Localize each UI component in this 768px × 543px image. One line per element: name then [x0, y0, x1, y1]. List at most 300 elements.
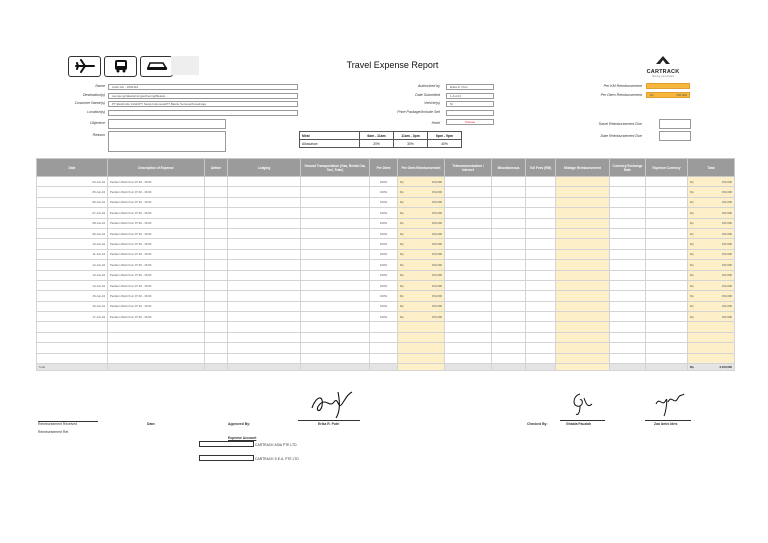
row-date[interactable] — [37, 322, 108, 332]
toolbar-spacer — [171, 56, 199, 75]
row-per-diem-amount: 150,000 — [431, 252, 442, 257]
row-total-currency: Rp — [690, 242, 694, 247]
travel-due-field[interactable] — [659, 119, 691, 129]
row-telecom[interactable] — [445, 353, 492, 363]
row-lodging[interactable] — [228, 280, 301, 290]
car-button[interactable] — [140, 56, 173, 77]
row-expense-currency[interactable] — [646, 322, 688, 332]
row-ground-transport[interactable] — [301, 187, 370, 197]
row-date[interactable]: 15-Jun-24 — [37, 291, 108, 301]
table-row — [37, 239, 735, 249]
row-exchange-rate[interactable] — [610, 187, 646, 197]
row-total-currency: Rp — [690, 252, 694, 257]
table-row — [37, 218, 735, 228]
row-total-currency: Rp — [690, 221, 694, 226]
row-per-diem-currency: Rp — [400, 304, 404, 309]
row-per-diem[interactable]: 100% — [370, 249, 398, 259]
row-per-diem-reimbursement — [398, 343, 445, 353]
col-miscellaneous: Miscellaneous — [492, 159, 526, 177]
row-telecom[interactable] — [445, 291, 492, 301]
col-toll-fees: Toll Fees (RM) — [526, 159, 556, 177]
row-date[interactable]: 06-Jun-24 — [37, 197, 108, 207]
row-date[interactable]: 10-Jun-24 — [37, 239, 108, 249]
row-miscellaneous[interactable] — [492, 187, 526, 197]
row-ground-transport[interactable] — [301, 239, 370, 249]
row-miscellaneous[interactable] — [492, 197, 526, 207]
row-lodging[interactable] — [228, 187, 301, 197]
row-per-diem[interactable] — [370, 332, 398, 342]
row-expense-currency[interactable] — [646, 177, 688, 187]
row-expense-currency[interactable] — [646, 270, 688, 280]
row-toll-fees[interactable] — [526, 322, 556, 332]
row-description[interactable]: Perdiem Work from 07.30 - 18.30 — [108, 228, 205, 238]
row-total — [688, 343, 735, 353]
row-description[interactable] — [108, 353, 205, 363]
row-ground-transport[interactable] — [301, 301, 370, 311]
row-toll-fees[interactable] — [526, 197, 556, 207]
row-miscellaneous[interactable] — [492, 218, 526, 228]
row-per-diem[interactable]: 100% — [370, 239, 398, 249]
row-telecom[interactable] — [445, 260, 492, 270]
row-toll-fees[interactable] — [526, 280, 556, 290]
total-value-cell — [688, 364, 735, 371]
row-airfare[interactable] — [205, 208, 228, 218]
row-expense-currency[interactable] — [646, 280, 688, 290]
row-expense-currency[interactable] — [646, 332, 688, 342]
row-lodging[interactable] — [228, 260, 301, 270]
approver-name: Erika R. Putri — [318, 422, 340, 426]
row-airfare[interactable] — [205, 312, 228, 322]
row-expense-currency[interactable] — [646, 239, 688, 249]
row-total-currency: Rp — [690, 262, 694, 267]
row-expense-currency[interactable] — [646, 343, 688, 353]
row-date[interactable]: 07-Jun-24 — [37, 208, 108, 218]
table-row — [37, 291, 735, 301]
row-per-diem-currency: Rp — [400, 242, 404, 247]
row-ground-transport[interactable] — [301, 197, 370, 207]
row-total-currency: Rp — [690, 200, 694, 205]
row-expense-currency[interactable] — [646, 291, 688, 301]
table-row — [37, 343, 735, 353]
row-miscellaneous[interactable] — [492, 239, 526, 249]
row-per-diem[interactable]: 100% — [370, 197, 398, 207]
row-description[interactable]: Perdiem Work from 07.30 - 18.30 — [108, 177, 205, 187]
row-toll-fees[interactable] — [526, 270, 556, 280]
row-lodging[interactable] — [228, 343, 301, 353]
row-toll-fees[interactable] — [526, 291, 556, 301]
row-toll-fees[interactable] — [526, 249, 556, 259]
row-total — [688, 187, 735, 197]
row-per-diem-amount: 150,000 — [431, 190, 442, 195]
row-lodging[interactable] — [228, 239, 301, 249]
row-lodging[interactable] — [228, 301, 301, 311]
authorized-field[interactable]: Erika R. Putri — [446, 84, 494, 90]
row-expense-currency[interactable] — [646, 260, 688, 270]
row-ground-transport[interactable] — [301, 322, 370, 332]
row-lodging[interactable] — [228, 177, 301, 187]
account-1-checkbox[interactable] — [199, 441, 254, 447]
row-total-amount: 150,000 — [721, 190, 732, 195]
row-miscellaneous[interactable] — [492, 228, 526, 238]
row-airfare[interactable] — [205, 218, 228, 228]
row-lodging[interactable] — [228, 270, 301, 280]
row-per-diem-reimbursement — [398, 332, 445, 342]
row-telecom[interactable] — [445, 177, 492, 187]
row-per-diem[interactable]: 100% — [370, 228, 398, 238]
row-description[interactable]: Perdiem Work from 07.30 - 18.30 — [108, 260, 205, 270]
row-exchange-rate[interactable] — [610, 291, 646, 301]
row-per-diem-currency: Rp — [400, 200, 404, 205]
col-date: Date — [37, 159, 108, 177]
per-km-field[interactable] — [646, 83, 690, 89]
row-telecom[interactable] — [445, 301, 492, 311]
row-airfare[interactable] — [205, 343, 228, 353]
row-telecom[interactable] — [445, 270, 492, 280]
row-description[interactable]: Perdiem Work from 07.30 - 18.30 — [108, 187, 205, 197]
row-exchange-rate[interactable] — [610, 353, 646, 363]
row-ground-transport[interactable] — [301, 270, 370, 280]
row-toll-fees[interactable] — [526, 301, 556, 311]
row-per-diem-currency: Rp — [400, 231, 404, 236]
row-per-diem-amount: 150,000 — [431, 304, 442, 309]
report-title: Travel Expense Report — [346, 60, 439, 70]
row-mileage — [556, 322, 610, 332]
location-field[interactable] — [108, 110, 298, 116]
bus-button[interactable] — [104, 56, 137, 77]
row-per-diem-reimbursement — [398, 291, 445, 301]
row-per-diem[interactable]: 100% — [370, 312, 398, 322]
airplane-button[interactable] — [68, 56, 101, 77]
objective-field[interactable] — [108, 119, 226, 129]
row-description[interactable] — [108, 343, 205, 353]
row-total — [688, 332, 735, 342]
row-date[interactable]: 14-Jun-24 — [37, 280, 108, 290]
row-per-diem[interactable]: 100% — [370, 270, 398, 280]
row-date[interactable]: 09-Jun-24 — [37, 228, 108, 238]
row-ground-transport[interactable] — [301, 280, 370, 290]
row-description[interactable]: Perdiem Work from 07.30 - 18.30 — [108, 280, 205, 290]
row-lodging[interactable] — [228, 332, 301, 342]
row-toll-fees[interactable] — [526, 208, 556, 218]
travel-due-label: Travel Reimbursement Due — [598, 122, 642, 126]
row-mileage — [556, 228, 610, 238]
row-toll-fees[interactable] — [526, 187, 556, 197]
row-mileage — [556, 353, 610, 363]
row-total — [688, 322, 735, 332]
date-label: Date: — [147, 422, 156, 426]
row-airfare[interactable] — [205, 177, 228, 187]
row-ground-transport[interactable] — [301, 260, 370, 270]
row-per-diem[interactable]: 100% — [370, 218, 398, 228]
row-airfare[interactable] — [205, 301, 228, 311]
row-total — [688, 312, 735, 322]
col-airfare: Airfare — [205, 159, 228, 177]
row-miscellaneous[interactable] — [492, 291, 526, 301]
row-exchange-rate[interactable] — [610, 239, 646, 249]
row-airfare[interactable] — [205, 187, 228, 197]
row-lodging[interactable] — [228, 322, 301, 332]
row-total-currency: Rp — [690, 293, 694, 298]
row-airfare[interactable] — [205, 322, 228, 332]
hotel-select[interactable]: Choose — [446, 119, 494, 125]
row-miscellaneous[interactable] — [492, 177, 526, 187]
row-toll-fees[interactable] — [526, 239, 556, 249]
row-per-diem[interactable]: 100% — [370, 291, 398, 301]
destination-label: Destination(s) — [82, 93, 105, 97]
row-description[interactable]: Perdiem Work from 07.30 - 18.30 — [108, 270, 205, 280]
expense-account-label: Expense Account — [228, 436, 257, 440]
row-exchange-rate[interactable] — [610, 177, 646, 187]
row-date[interactable]: 04-Jun-24 — [37, 177, 108, 187]
row-mileage — [556, 260, 610, 270]
approved-by-label: Approved By: — [228, 422, 251, 426]
row-per-diem-reimbursement — [398, 177, 445, 187]
row-lodging[interactable] — [228, 353, 301, 363]
row-airfare[interactable] — [205, 353, 228, 363]
row-mileage — [556, 332, 610, 342]
row-ground-transport[interactable] — [301, 332, 370, 342]
approver-signature — [308, 388, 358, 420]
row-total-currency: Rp — [690, 179, 694, 184]
row-exchange-rate[interactable] — [610, 197, 646, 207]
row-telecom[interactable] — [445, 197, 492, 207]
row-expense-currency[interactable] — [646, 228, 688, 238]
row-per-diem-currency: Rp — [400, 314, 404, 319]
row-airfare[interactable] — [205, 270, 228, 280]
row-description[interactable]: Perdiem Work from 07.30 - 18.30 — [108, 249, 205, 259]
row-miscellaneous[interactable] — [492, 322, 526, 332]
table-header-row — [37, 159, 735, 177]
destination-field[interactable]: Lampung/Jakarta/Jurgas/Kening/Bekasi... — [108, 93, 298, 99]
row-per-diem[interactable]: 100% — [370, 301, 398, 311]
vehicle-field[interactable]: NI — [446, 101, 494, 107]
date-due-label: Date Reimbursement Due — [600, 134, 642, 138]
row-description[interactable] — [108, 322, 205, 332]
row-toll-fees[interactable] — [526, 343, 556, 353]
row-mileage — [556, 249, 610, 259]
per-diem-currency: Rp — [650, 93, 654, 97]
row-miscellaneous[interactable] — [492, 208, 526, 218]
row-description[interactable]: Perdiem Work from 07.30 - 18.30 — [108, 301, 205, 311]
row-airfare[interactable] — [205, 280, 228, 290]
row-ground-transport[interactable] — [301, 208, 370, 218]
date-submitted-label: Date Submitted — [415, 93, 440, 97]
row-per-diem[interactable] — [370, 353, 398, 363]
row-airfare[interactable] — [205, 249, 228, 259]
row-exchange-rate[interactable] — [610, 322, 646, 332]
row-ground-transport[interactable] — [301, 228, 370, 238]
row-airfare[interactable] — [205, 260, 228, 270]
row-exchange-rate[interactable] — [610, 218, 646, 228]
row-description[interactable]: Perdiem Work from 07.30 - 18.30 — [108, 208, 205, 218]
row-airfare[interactable] — [205, 228, 228, 238]
row-miscellaneous[interactable] — [492, 312, 526, 322]
row-exchange-rate[interactable] — [610, 301, 646, 311]
row-ground-transport[interactable] — [301, 291, 370, 301]
row-toll-fees[interactable] — [526, 353, 556, 363]
row-miscellaneous[interactable] — [492, 270, 526, 280]
row-date[interactable]: 05-Jun-24 — [37, 187, 108, 197]
row-exchange-rate[interactable] — [610, 332, 646, 342]
row-ground-transport[interactable] — [301, 353, 370, 363]
row-total-amount: 150,000 — [721, 200, 732, 205]
row-telecom[interactable] — [445, 228, 492, 238]
row-description[interactable]: Perdiem Work from 07.30 - 18.30 — [108, 312, 205, 322]
row-per-diem-reimbursement — [398, 280, 445, 290]
allowance-morning[interactable]: 20% — [360, 140, 394, 148]
row-total-currency: Rp — [690, 231, 694, 236]
row-toll-fees[interactable] — [526, 228, 556, 238]
name-label: Name — [95, 84, 105, 88]
row-miscellaneous[interactable] — [492, 343, 526, 353]
row-expense-currency[interactable] — [646, 312, 688, 322]
row-description[interactable]: Perdiem Work from 07.30 - 18.30 — [108, 218, 205, 228]
hotel-label: Hotel — [431, 121, 440, 125]
row-date[interactable] — [37, 353, 108, 363]
allowance-midday[interactable]: 30% — [394, 140, 428, 148]
row-exchange-rate[interactable] — [610, 312, 646, 322]
row-exchange-rate[interactable] — [610, 270, 646, 280]
row-expense-currency[interactable] — [646, 301, 688, 311]
row-miscellaneous[interactable] — [492, 301, 526, 311]
row-exchange-rate[interactable] — [610, 208, 646, 218]
row-description[interactable]: Perdiem Work from 07.30 - 18.30 — [108, 197, 205, 207]
row-telecom[interactable] — [445, 312, 492, 322]
table-row — [37, 312, 735, 322]
row-expense-currency[interactable] — [646, 208, 688, 218]
row-exchange-rate[interactable] — [610, 343, 646, 353]
row-date[interactable]: 17-Jun-24 — [37, 312, 108, 322]
row-per-diem[interactable] — [370, 322, 398, 332]
row-ground-transport[interactable] — [301, 177, 370, 187]
row-date[interactable]: 08-Jun-24 — [37, 218, 108, 228]
row-toll-fees[interactable] — [526, 332, 556, 342]
row-telecom[interactable] — [445, 208, 492, 218]
logo-icon — [655, 55, 671, 65]
row-telecom[interactable] — [445, 332, 492, 342]
row-per-diem[interactable]: 100% — [370, 260, 398, 270]
row-total-amount: 150,000 — [721, 210, 732, 215]
row-ground-transport[interactable] — [301, 343, 370, 353]
row-exchange-rate[interactable] — [610, 260, 646, 270]
row-airfare[interactable] — [205, 332, 228, 342]
row-per-diem-currency: Rp — [400, 221, 404, 226]
row-miscellaneous[interactable] — [492, 260, 526, 270]
row-mileage — [556, 270, 610, 280]
row-miscellaneous[interactable] — [492, 249, 526, 259]
row-lodging[interactable] — [228, 208, 301, 218]
row-exchange-rate[interactable] — [610, 280, 646, 290]
row-date[interactable]: 11-Jun-24 — [37, 249, 108, 259]
account-2-checkbox[interactable] — [199, 455, 254, 461]
row-exchange-rate[interactable] — [610, 228, 646, 238]
row-total — [688, 291, 735, 301]
row-per-diem-currency: Rp — [400, 293, 404, 298]
row-telecom[interactable] — [445, 218, 492, 228]
name-field[interactable]: Andri Adi - 1802116 — [108, 84, 298, 90]
row-miscellaneous[interactable] — [492, 353, 526, 363]
row-expense-currency[interactable] — [646, 218, 688, 228]
row-date[interactable]: 13-Jun-24 — [37, 270, 108, 280]
table-row — [37, 208, 735, 218]
row-date[interactable]: 12-Jun-24 — [37, 260, 108, 270]
row-mileage — [556, 291, 610, 301]
row-expense-currency[interactable] — [646, 249, 688, 259]
row-ground-transport[interactable] — [301, 312, 370, 322]
vehicle-label: Vehicle(s) — [424, 101, 440, 105]
row-mileage — [556, 218, 610, 228]
row-toll-fees[interactable] — [526, 218, 556, 228]
row-ground-transport[interactable] — [301, 249, 370, 259]
row-expense-currency[interactable] — [646, 187, 688, 197]
meal-header-morning: 6am - 11am — [360, 132, 394, 140]
row-date[interactable]: 16-Jun-24 — [37, 301, 108, 311]
row-telecom[interactable] — [445, 239, 492, 249]
row-mileage — [556, 208, 610, 218]
row-per-diem[interactable]: 100% — [370, 280, 398, 290]
row-lodging[interactable] — [228, 312, 301, 322]
row-lodging[interactable] — [228, 249, 301, 259]
per-diem-field[interactable] — [646, 92, 690, 98]
table-row — [37, 332, 735, 342]
row-description[interactable]: Perdiem Work from 07.30 - 18.30 — [108, 291, 205, 301]
row-miscellaneous[interactable] — [492, 332, 526, 342]
row-toll-fees[interactable] — [526, 312, 556, 322]
row-expense-currency[interactable] — [646, 353, 688, 363]
row-description[interactable] — [108, 332, 205, 342]
date-submitted-field[interactable]: 1-Jul-24 — [446, 93, 494, 99]
row-per-diem[interactable] — [370, 343, 398, 353]
row-lodging[interactable] — [228, 228, 301, 238]
row-toll-fees[interactable] — [526, 260, 556, 270]
row-miscellaneous[interactable] — [492, 280, 526, 290]
allowance-evening[interactable]: 40% — [428, 140, 462, 148]
row-total-amount: 150,000 — [721, 179, 732, 184]
row-per-diem[interactable]: 100% — [370, 208, 398, 218]
row-exchange-rate[interactable] — [610, 249, 646, 259]
price-package-field[interactable] — [446, 110, 494, 116]
row-ground-transport[interactable] — [301, 218, 370, 228]
row-telecom[interactable] — [445, 280, 492, 290]
third-signature — [652, 390, 686, 418]
row-per-diem[interactable]: 100% — [370, 177, 398, 187]
table-row — [37, 270, 735, 280]
row-lodging[interactable] — [228, 291, 301, 301]
row-airfare[interactable] — [205, 291, 228, 301]
row-telecom[interactable] — [445, 187, 492, 197]
meal-header-evening: 6pm - 9pm — [428, 132, 462, 140]
row-telecom[interactable] — [445, 343, 492, 353]
row-date[interactable] — [37, 332, 108, 342]
row-total-amount: 150,000 — [721, 283, 732, 288]
date-due-field[interactable] — [659, 131, 691, 141]
row-toll-fees[interactable] — [526, 177, 556, 187]
row-lodging[interactable] — [228, 197, 301, 207]
authorized-label: Authorized by — [418, 84, 440, 88]
row-telecom[interactable] — [445, 249, 492, 259]
reason-field[interactable] — [108, 131, 226, 152]
row-expense-currency[interactable] — [646, 197, 688, 207]
row-airfare[interactable] — [205, 197, 228, 207]
customer-field[interactable]: PT Elektrindo Indah/PT Sanja Indonesia/PT Bakrie Sentosa/Kovalmaja — [108, 101, 298, 107]
row-lodging[interactable] — [228, 218, 301, 228]
row-airfare[interactable] — [205, 239, 228, 249]
row-telecom[interactable] — [445, 322, 492, 332]
row-date[interactable] — [37, 343, 108, 353]
row-per-diem[interactable]: 100% — [370, 187, 398, 197]
row-description[interactable]: Perdiem Work from 07.30 - 18.30 — [108, 239, 205, 249]
row-per-diem-reimbursement — [398, 301, 445, 311]
